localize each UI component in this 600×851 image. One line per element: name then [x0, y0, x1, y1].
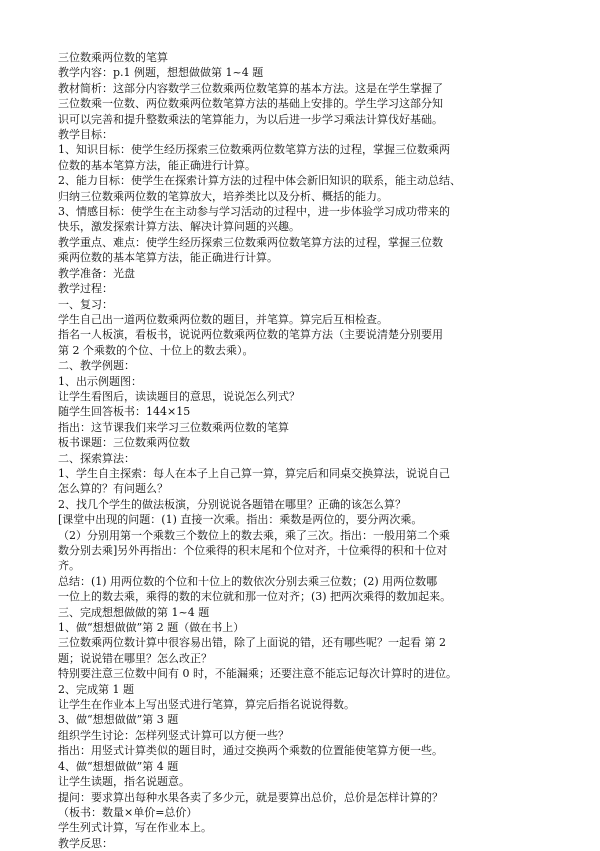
text-line: 题；说说错在哪里？怎么改正？	[58, 651, 212, 665]
text-line: 教学内容：p.1 例题，想想做做第 1~4 题	[58, 66, 264, 80]
text-line: 识可以完善和提升整数乘法的笔算能力，为以后进一步学习乘法计算伐好基础。	[58, 112, 443, 126]
text-line: 齐。	[58, 559, 80, 573]
text-line: （2）分别用第一个乘数三个数位上的数去乘，乘了三次。指出：一般用第二个乘	[58, 528, 450, 542]
lesson-plan-text	[58, 50, 544, 851]
text-line: 1、学生自主探索：每人在本子上自己算一算，算完后和同桌交换算法，说说自己	[58, 466, 450, 480]
text-line: 快乐，激发探索计算方法、解决计算问题的兴趣。	[58, 220, 300, 234]
text-line: 指出：用竖式计算类似的题目时，通过交换两个乘数的位置能使笔算方便一些。	[58, 744, 443, 758]
text-line: 2、完成第 1 题	[58, 682, 134, 696]
text-line: 4、做“想想做做”第 4 题	[58, 759, 179, 773]
text-line: 教学重点、难点：使学生经历探索三位数乘两位数笔算方法的过程，掌握三位数	[58, 235, 443, 249]
section-heading: 教学反思：	[58, 836, 113, 850]
text-line: 一位上的数去乘，乘得的数的末位就和那一位对齐；(3) 把两次乘得的数加起来。	[58, 590, 452, 604]
section-heading: 一、复习：	[58, 297, 113, 311]
lesson-title: 三位数乘两位数的笔算	[58, 51, 168, 64]
text-line: 归纳三位数乘两位数的笔算放大，培养类比以及分析、概括的能力。	[58, 189, 388, 203]
text-line: 板书课题：三位数乘两位数	[58, 436, 190, 450]
text-line: 指名一人板演，看板书，说说两位数乘两位数的笔算方法（主要说清楚分别要用	[58, 328, 443, 342]
text-line: 第 2 个乘数的个位、十位上的数去乘）。	[58, 343, 254, 357]
text-line: 教材简析：这部分内容数学三位数乘两位数笔算的基本方法。这是在学生掌握了	[58, 81, 443, 95]
text-line: 三位数乘一位数、两位数乘两位数笔算方法的基础上安排的。学生学习这部分知	[58, 97, 443, 111]
text-line: 教学准备：光盘	[58, 266, 135, 280]
text-line: 学生自己出一道两位数乘两位数的题目，并笔算。算完后互相检查。	[58, 312, 388, 326]
text-line: 学生列式计算，写在作业本上。	[58, 821, 212, 835]
section-heading: 教学过程：	[58, 282, 113, 296]
text-line: 随学生回答板书：144×15	[58, 405, 191, 419]
text-line: 指出：这节课我们来学习三位数乘两位数的笔算	[58, 420, 289, 434]
text-line: 1、出示例题图：	[58, 374, 142, 388]
text-line: 提问：要求算出每种水果各卖了多少元，就是要算出总价，总价是怎样计算的？	[58, 790, 443, 804]
text-line: 让学生读题，指名说题意。	[58, 775, 190, 789]
text-line: 组织学生讨论：怎样列竖式计算可以方便一些？	[58, 728, 289, 742]
text-line: 1、做“想想做做”第 2 题（做在书上）	[58, 621, 245, 635]
text-line: 数分别去乘]另外再指出：个位乘得的积末尾和个位对齐，十位乘得的积和十位对	[58, 544, 448, 557]
text-line: 1、知识目标：使学生经历探索三位数乘两位数笔算方法的过程，掌握三位数乘两	[58, 143, 450, 157]
text-line: [课堂中出现的问题：(1) 直接一次乘。指出：乘数是两位的，要分两次乘。	[58, 513, 423, 527]
text-line: 怎么算的？有问题么？	[58, 482, 168, 496]
section-heading: 三、完成想想做做的第 1~4 题	[58, 605, 210, 619]
text-line: 3、做“想想做做”第 3 题	[58, 713, 179, 727]
text-line: 特别要注意三位数中间有 0 时，不能漏乘；还要注意不能忘记每次计算时的进位。	[58, 667, 457, 681]
text-line: 2、找几个学生的做法板演，分别说说各题错在哪里？正确的该怎么算？	[58, 497, 406, 511]
text-line: 乘两位数的基本笔算方法，能正确进行计算。	[58, 251, 278, 265]
section-heading: 教学目标：	[58, 128, 113, 142]
section-heading: 二、教学例题：	[58, 359, 135, 373]
text-line: （板书：数量×单价=总价）	[58, 805, 198, 819]
text-line: 让学生看图后，读读题目的意思，说说怎么列式？	[58, 389, 300, 403]
text-line: 总结：(1) 用两位数的个位和十位上的数依次分别去乘三位数；(2) 用两位数哪	[58, 574, 438, 588]
text-line: 位数的基本笔算方法，能正确进行计算。	[58, 158, 256, 172]
section-heading: 二、探索算法：	[58, 451, 135, 465]
text-line: 3、情感目标：使学生在主动参与学习活动的过程中，进一步体验学习成功带来的	[58, 205, 450, 219]
text-line: 三位数乘两位数计算中很容易出错，除了上面说的错，还有哪些呢？一起看 第 2	[58, 636, 446, 650]
text-line: 2、能力目标：使学生在探索计算方法的过程中体会新旧知识的联系，能主动总结、	[58, 174, 461, 188]
text-line: 让学生在作业本上写出竖式进行笔算，算完后指名说说得数。	[58, 698, 355, 712]
